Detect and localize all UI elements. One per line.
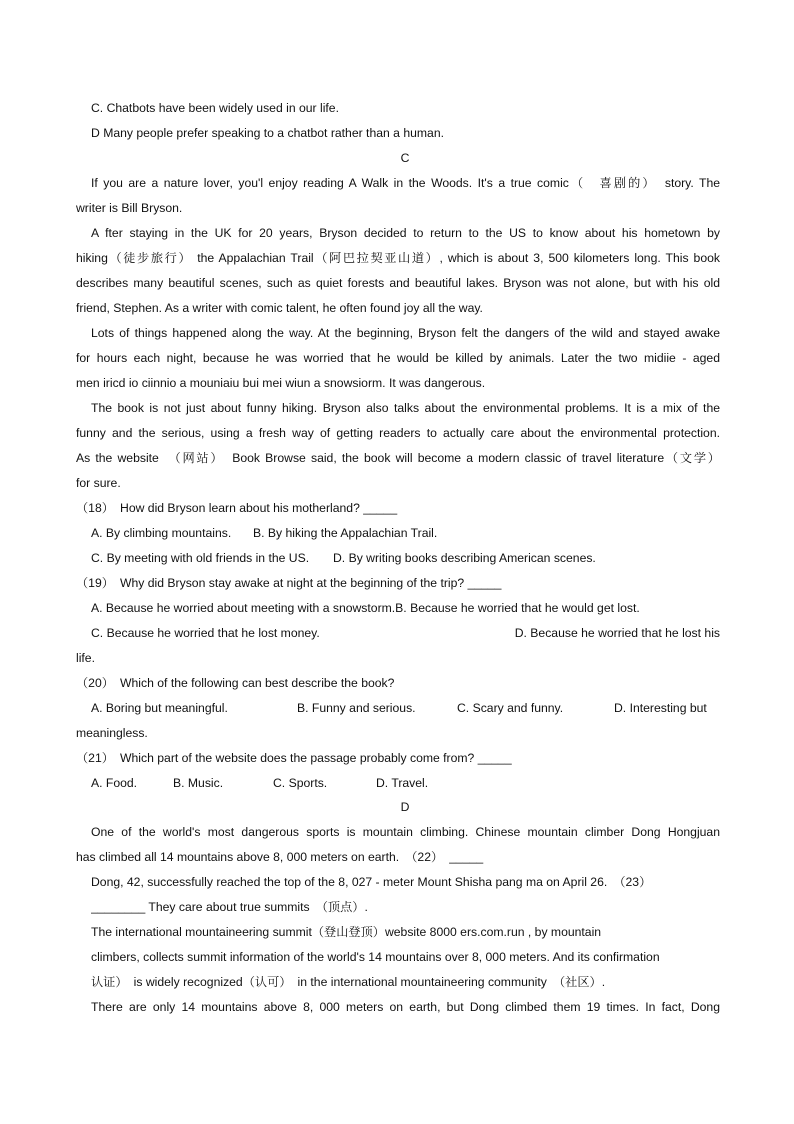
passage-c-line-9: men iricd io ciinnio a mouniaiu bui mei wiun a snowsiorm. It was dangerous. xyxy=(76,376,486,390)
question-21-options xyxy=(91,773,720,793)
option-d-chatbots: D Many people prefer speaking to a chatbot rather than a human. xyxy=(91,126,444,140)
question-19-options-ab: A. Because he worried about meeting with a snowstorm.B. Because he worried that he would get lost. xyxy=(91,601,640,615)
question-18-options-row-1 xyxy=(91,523,720,543)
question-19-option-d-wrap: life. xyxy=(76,651,95,665)
question-21-option-c: C. Sports. xyxy=(273,776,328,790)
question-20-option-b: B. Funny and serious. xyxy=(297,701,416,715)
passage-d-line-2: has climbed all 14 mountains above 8, 000 meters on earth. （22） _____ xyxy=(76,850,484,864)
passage-c-heading: C xyxy=(400,151,410,165)
question-20-options xyxy=(91,698,720,718)
question-20-option-d-wrap: meaningless. xyxy=(76,726,148,740)
passage-c-line-5: describes many beautiful scenes, such as quiet forests and beautiful lakes. Bryson was not alone, but with his old xyxy=(76,276,720,290)
passage-c-line-12: As the website （网站） Book Browse said, the book will become a modern classic of travel literature（文学） xyxy=(76,451,720,465)
passage-d-line-7: 认证） is widely recognized（认可） in the international mountaineering community （社区）. xyxy=(91,975,606,989)
passage-c-line-10: The book is not just about funny hiking. Bryson also talks about the environmental problems. It is a mix of the xyxy=(91,401,720,415)
question-21-option-a: A. Food. xyxy=(91,776,138,790)
passage-c-line-2: writer is Bill Bryson. xyxy=(76,201,183,215)
passage-c-line-3: A fter staying in the UK for 20 years, Bryson decided to return to the US to know about his hometown by xyxy=(91,226,720,240)
question-21-stem: （21） Which part of the website does the passage probably come from? _____ xyxy=(76,751,512,765)
question-18-option-d: D. By writing books describing American scenes. xyxy=(333,551,596,565)
passage-d-line-5: The international mountaineering summit（登山登顶）website 8000 ers.com.run , by mountain xyxy=(91,925,602,939)
passage-c-line-1: If you are a nature lover, you'l enjoy reading A Walk in the Woods. It's a true comic（ 喜剧的） story. The xyxy=(91,176,720,190)
question-20-option-d: D. Interesting but xyxy=(614,701,707,715)
question-18-option-b: B. By hiking the Appalachian Trail. xyxy=(253,526,438,540)
passage-c-line-8: for hours each night, because he was worried that he would be killed by animals. Later the two midiie - aged xyxy=(76,351,720,365)
passage-d-heading: D xyxy=(400,800,410,814)
question-18-option-c: C. By meeting with old friends in the US. xyxy=(91,551,310,565)
passage-c-line-7: Lots of things happened along the way. At the beginning, Bryson felt the dangers of the wild and stayed awake xyxy=(91,326,720,340)
passage-d-line-6: climbers, collects summit information of the world's 14 mountains over 8, 000 meters. And its confirmation xyxy=(91,950,660,964)
question-18-options-row-2 xyxy=(91,548,720,568)
passage-d-line-8: There are only 14 mountains above 8, 000 meters on earth, but Dong climbed them 19 times. In fact, Dong xyxy=(91,1000,720,1014)
question-19-stem: （19） Why did Bryson stay awake at night at the beginning of the trip? _____ xyxy=(76,576,502,590)
question-18-stem: （18） How did Bryson learn about his motherland? _____ xyxy=(76,501,398,515)
passage-c-line-13: for sure. xyxy=(76,476,121,490)
passage-c-line-6: friend, Stephen. As a writer with comic talent, he often found joy all the way. xyxy=(76,301,483,315)
question-20-stem: （20） Which of the following can best describe the book? xyxy=(76,676,395,690)
passage-c-line-4: hiking（徒步旅行） the Appalachian Trail（阿巴拉契亚山道）, which is about 3, 500 kilometers long. This book xyxy=(76,251,720,265)
question-21-option-b: B. Music. xyxy=(173,776,224,790)
passage-d-line-1: One of the world's most dangerous sports is mountain climbing. Chinese mountain climber Dong Hongjuan xyxy=(91,825,720,839)
question-18-option-a: A. By climbing mountains. xyxy=(91,526,232,540)
question-21-option-d: D. Travel. xyxy=(376,776,429,790)
question-20-option-a: A. Boring but meaningful. xyxy=(91,701,228,715)
passage-c-line-11: funny and the serious, using a fresh way of getting readers to actually care about the environmental protection. xyxy=(76,426,720,440)
passage-d-line-3: Dong, 42, successfully reached the top of the 8, 027 - meter Mount Shisha pang ma on April 26. （23） xyxy=(91,875,652,889)
question-20-option-c: C. Scary and funny. xyxy=(457,701,564,715)
question-19-option-c: C. Because he worried that he lost money. xyxy=(91,626,320,640)
question-19-option-d: D. Because he worried that he lost his xyxy=(514,626,720,640)
option-c-chatbots: C. Chatbots have been widely used in our life. xyxy=(91,101,339,115)
passage-d-line-4: ________ They care about true summits （顶点）. xyxy=(91,900,368,914)
